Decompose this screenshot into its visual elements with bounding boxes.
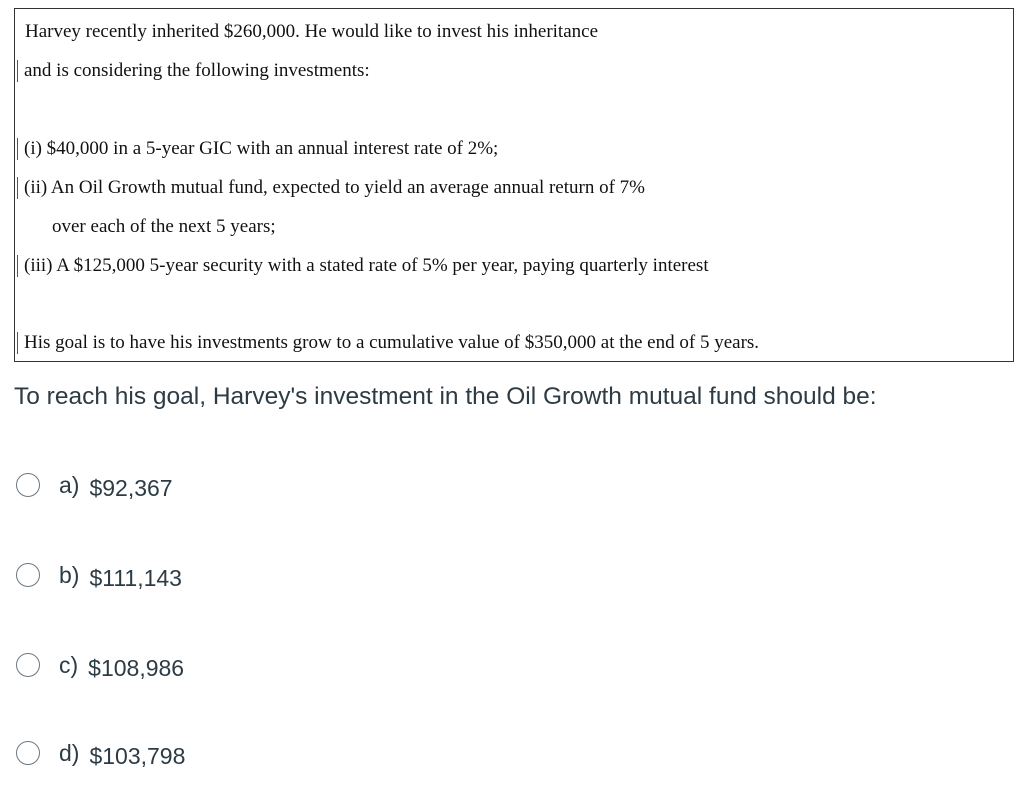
problem-line-1: Harvey recently inherited $260,000. He would like to invest his inheritance xyxy=(25,21,599,42)
investment-item-ii-continued: over each of the next 5 years; xyxy=(52,216,276,237)
option-letter: c) xyxy=(59,651,79,678)
problem-line-2: and is considering the following investments: xyxy=(17,60,370,82)
option-letter: d) xyxy=(59,739,80,766)
option-d[interactable] xyxy=(16,738,185,768)
investment-item-i: (i) $40,000 in a 5-year GIC with an annual interest rate of 2%; xyxy=(17,138,498,160)
option-value: $92,367 xyxy=(89,474,173,501)
radio-button-icon[interactable] xyxy=(16,473,40,497)
option-b[interactable] xyxy=(16,560,182,590)
investment-item-ii: (ii) An Oil Growth mutual fund, expected to yield an average annual return of 7% xyxy=(17,177,645,199)
option-value: $108,986 xyxy=(88,654,185,681)
radio-button-icon[interactable] xyxy=(16,653,40,677)
radio-button-icon[interactable] xyxy=(16,563,40,587)
goal-statement: His goal is to have his investments grow to a cumulative value of $350,000 at the end of 5 years. xyxy=(17,332,759,354)
option-letter: a) xyxy=(59,471,80,498)
investment-item-iii: (iii) A $125,000 5-year security with a stated rate of 5% per year, paying quarterly interest xyxy=(17,255,709,277)
radio-button-icon[interactable] xyxy=(16,741,40,765)
option-value: $111,143 xyxy=(89,564,182,591)
option-value: $103,798 xyxy=(89,742,186,769)
option-letter: b) xyxy=(59,561,80,588)
option-a[interactable] xyxy=(16,470,173,500)
option-c[interactable] xyxy=(16,650,184,680)
problem-statement-box xyxy=(14,8,1014,362)
question-text: To reach his goal, Harvey's investment in the Oil Growth mutual fund should be: xyxy=(14,383,877,410)
